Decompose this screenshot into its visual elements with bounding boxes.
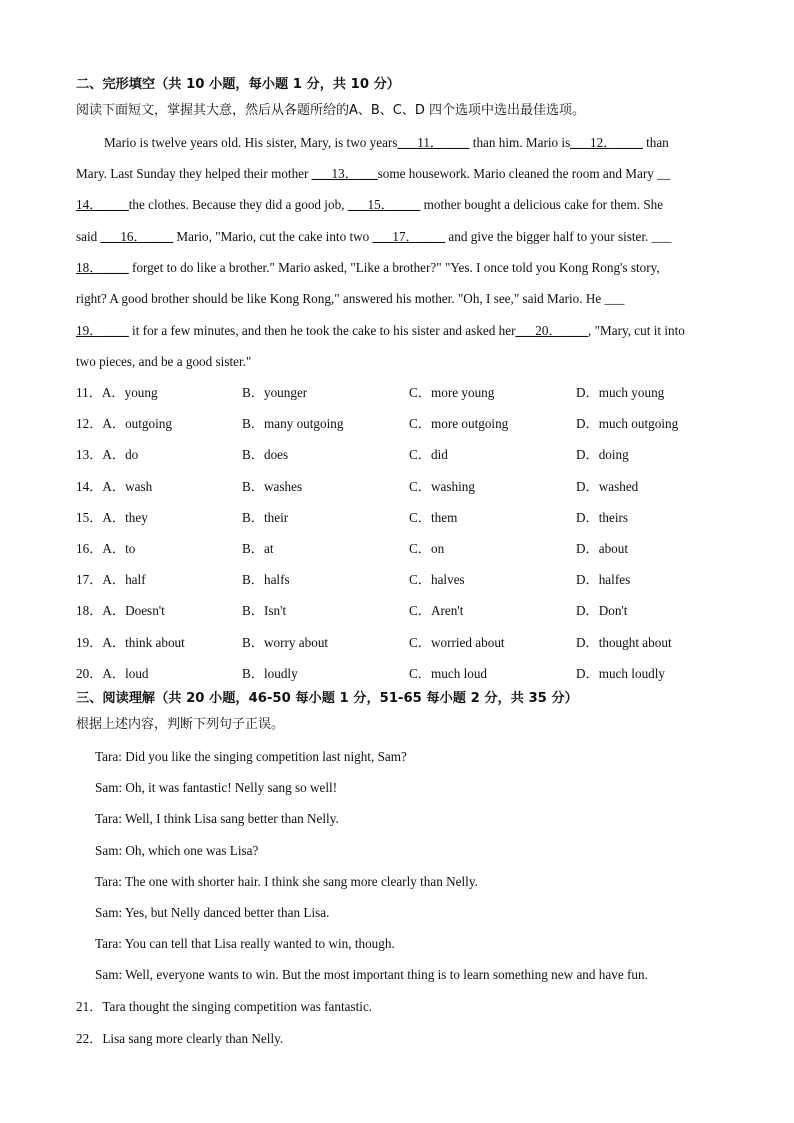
question-row [76,384,726,402]
dialogue-line: Tara: Did you like the singing competition last night, Sam? [95,749,407,764]
option-b: B．washes [242,478,303,494]
option-d: D．halfes [576,572,631,588]
option-d: D．much loudly [576,665,666,681]
option-c: C．washing [409,478,475,494]
dialogue-line: Tara: You can tell that Lisa really wanted to win, though. [95,936,395,952]
blank-20: ___20．____ [515,323,589,338]
question-row [76,478,726,496]
dialogue-line: Tara: Well, I think Lisa sang better than Nelly. [95,811,339,827]
option-d: D．much outgoing [576,416,679,432]
option-a: 13．A．do [76,447,139,463]
passage-text: than [642,135,669,150]
blank-16: ___16．____ [100,229,174,244]
passage-text: mother bought a delicious cake for them. She [420,197,664,212]
option-b: B．at [242,541,274,556]
option-c: C．halves [409,572,465,588]
question-row [76,446,726,464]
passage-text: it for a few minutes, and then he took the cake to his sister and asked her [128,323,516,338]
option-a: 14．A．wash [76,478,153,494]
blank-11: ___11．____ [397,135,470,150]
passage-text: the clothes. Because they did a good job, [128,197,348,212]
section-2-instruction: 阅读下面短文，掌握其大意，然后从各题所给的A、B、C、D 四个选项中选出最佳选项。 [76,103,586,118]
section-3-instruction: 根据上述内容，判断下列句子正误。 [76,717,285,732]
section-3-heading: 三、阅读理解（共 20 小题，46-50 每小题 1 分，51-65 每小题 2 分，共 35 分） [76,691,578,706]
dialogue-line: Sam: Oh, which one was Lisa? [95,842,259,858]
option-a: 11．A．young [76,385,158,400]
question-row [76,509,726,527]
blank-13: ___13．___ [311,166,378,181]
passage-text: said [76,229,101,244]
option-d: D．washed [576,478,639,494]
passage-text: , "Mary, cut it into [588,323,685,338]
option-d: D．thought about [576,634,672,650]
passage-text: Mario, "Mario, cut the cake into two [173,229,373,244]
question-row [76,571,726,589]
option-b: B．halfs [242,572,290,588]
option-b: B．worry about [242,634,329,650]
question-row [76,415,726,433]
passage-line-4 [76,228,671,246]
option-a: 20．A．loud [76,665,149,681]
option-c: C．Aren't [409,603,464,619]
dialogue-line: Sam: Yes, but Nelly danced better than Lisa. [95,905,330,920]
option-c: C．worried about [409,634,505,650]
passage-line-8: two pieces, and be a good sister." [76,354,252,369]
true-false-statement: 22．Lisa sang more clearly than Nelly. [76,1030,284,1046]
passage-text: Mary. Last Sunday they helped their mother [76,166,312,181]
passage-text: and give the bigger half to your sister. ___ [445,229,672,244]
true-false-statement: 21．Tara thought the singing competition was fantastic. [76,999,373,1014]
option-c: C．on [409,541,445,556]
passage-line-2 [76,165,670,183]
option-d: D．Don't [576,603,628,619]
passage-line-5 [76,259,660,277]
passage-line-1 [104,134,669,152]
option-d: D．doing [576,447,629,463]
blank-14: 14．____ [76,197,129,212]
passage-line-7 [76,322,685,340]
passage-text: forget to do like a brother." Mario asked, "Like a brother?" "Yes. I once told you Kong Rong's story, [128,260,660,275]
question-row [76,665,726,683]
option-b: B．loudly [242,665,298,681]
option-a: 17．A．half [76,572,146,588]
option-b: B．does [242,447,289,463]
option-b: B．Isn't [242,603,287,619]
option-a: 15．A．they [76,509,148,525]
blank-18: 18．____ [76,260,129,275]
option-b: B．their [242,509,289,525]
dialogue-line: Sam: Oh, it was fantastic! Nelly sang so well! [95,780,338,796]
option-a: 18．A．Doesn't [76,603,165,619]
blank-15: ___15．____ [347,197,421,212]
option-a: 19．A．think about [76,634,185,650]
dialogue-line: Tara: The one with shorter hair. I think she sang more clearly than Nelly. [95,873,478,889]
option-d: D．about [576,541,629,556]
passage-text: some housework. Mario cleaned the room and Mary __ [377,166,671,181]
option-b: B．younger [242,385,308,400]
option-c: C．more young [409,385,495,400]
blank-19: 19．____ [76,323,129,338]
passage-line-3 [76,196,663,214]
section-2-heading: 二、完形填空（共 10 小题，每小题 1 分，共 10 分） [76,77,400,92]
option-c: C．them [409,509,458,525]
option-b: B．many outgoing [242,416,344,432]
option-c: C．much loud [409,665,488,681]
dialogue-line: Sam: Well, everyone wants to win. But the most important thing is to learn something new and have fun. [95,967,648,983]
question-row [76,634,726,652]
blank-17: ___17．____ [372,229,446,244]
option-c: C．more outgoing [409,416,509,432]
option-d: D．much young [576,385,665,400]
blank-12: ___12．____ [570,135,643,150]
passage-text: than him. Mario is [469,135,571,150]
passage-line-6: right? A good brother should be like Kong Rong," answered his mother. "Oh, I see," said Mario. He ___ [76,291,625,306]
passage-text: Mario is twelve years old. His sister, Mary, is two years [104,135,398,150]
question-row [76,540,726,558]
question-row [76,602,726,620]
option-a: 16．A．to [76,541,136,556]
option-d: D．theirs [576,509,629,525]
option-c: C．did [409,447,448,463]
option-a: 12．A．outgoing [76,416,172,432]
